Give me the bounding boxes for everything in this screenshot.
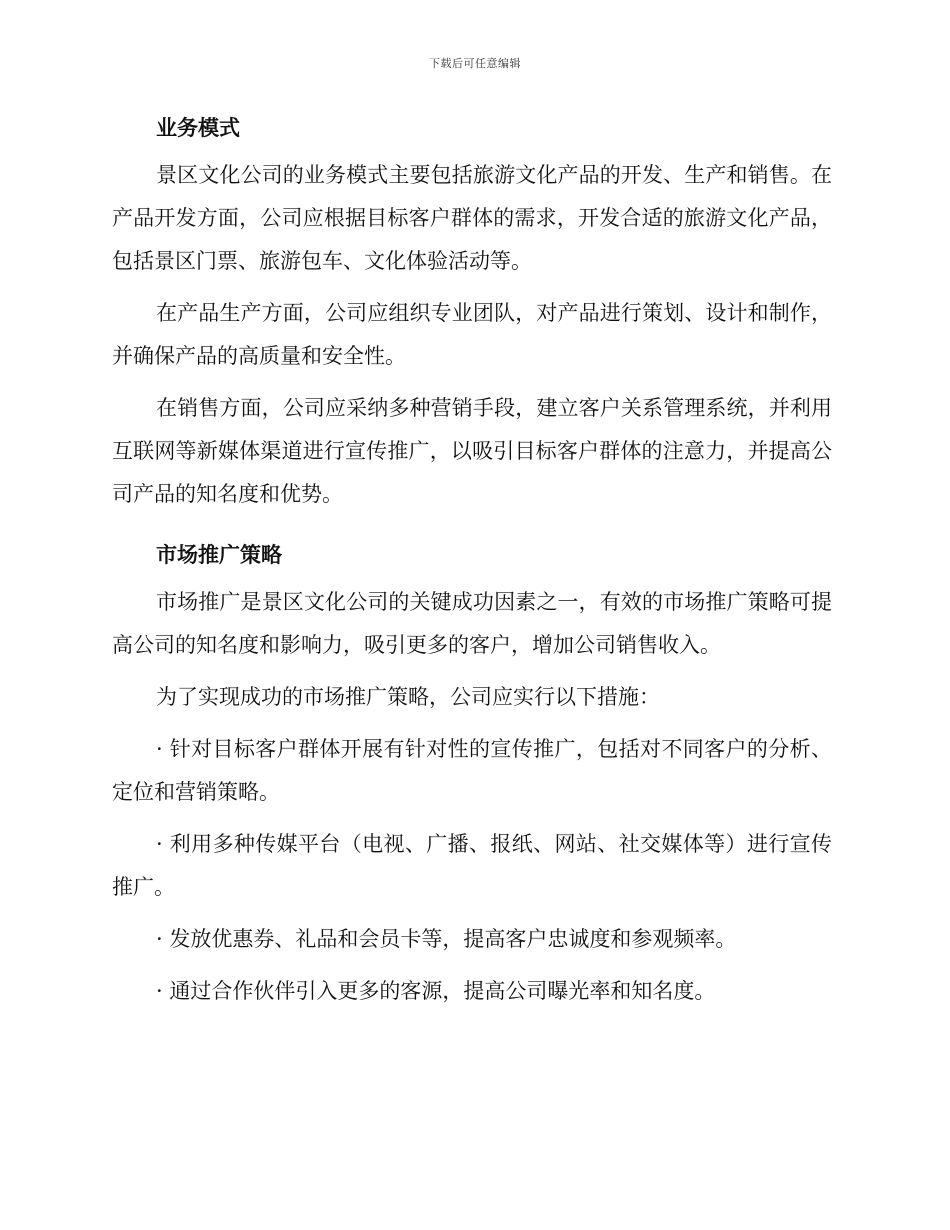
- bullet-item: · 利用多种传媒平台（电视、广播、报纸、网站、社交媒体等）进行宣传推广。: [112, 832, 832, 899]
- paragraph: 为了实现成功的市场推广策略，公司应实行以下措施：: [156, 685, 660, 709]
- section-heading-marketing-strategy: 市场推广策略: [156, 543, 282, 567]
- bullet-item: · 发放优惠券、礼品和会员卡等，提高客户忠诚度和参观频率。: [156, 927, 737, 951]
- paragraph: 在产品生产方面，公司应组织专业团队，对产品进行策划、设计和制作，并确保产品的高质量和安全性。: [112, 301, 832, 368]
- page-header-note: 下载后可任意编辑: [429, 57, 521, 70]
- paragraph: 在销售方面，公司应采纳多种营销手段，建立客户关系管理系统，并利用互联网等新媒体渠道进行宣传推广，以吸引目标客户群体的注意力，并提高公司产品的知名度和优势。: [112, 396, 832, 506]
- bullet-item: · 针对目标客户群体开展有针对性的宣传推广，包括对不同客户的分析、定位和营销策略。: [112, 737, 832, 804]
- paragraph: 市场推广是景区文化公司的关键成功因素之一，有效的市场推广策略可提高公司的知名度和影响力，吸引更多的客户，增加公司销售收入。: [112, 590, 832, 657]
- document-content: [112, 112, 832, 1013]
- section-heading-business-model: 业务模式: [156, 116, 240, 140]
- paragraph: 景区文化公司的业务模式主要包括旅游文化产品的开发、生产和销售。在产品开发方面，公司应根据目标客户群体的需求，开发合适的旅游文化产品，包括景区门票、旅游包车、文化体验活动等。: [112, 163, 832, 273]
- bullet-item: · 通过合作伙伴引入更多的客源，提高公司曝光率和知名度。: [156, 979, 716, 1003]
